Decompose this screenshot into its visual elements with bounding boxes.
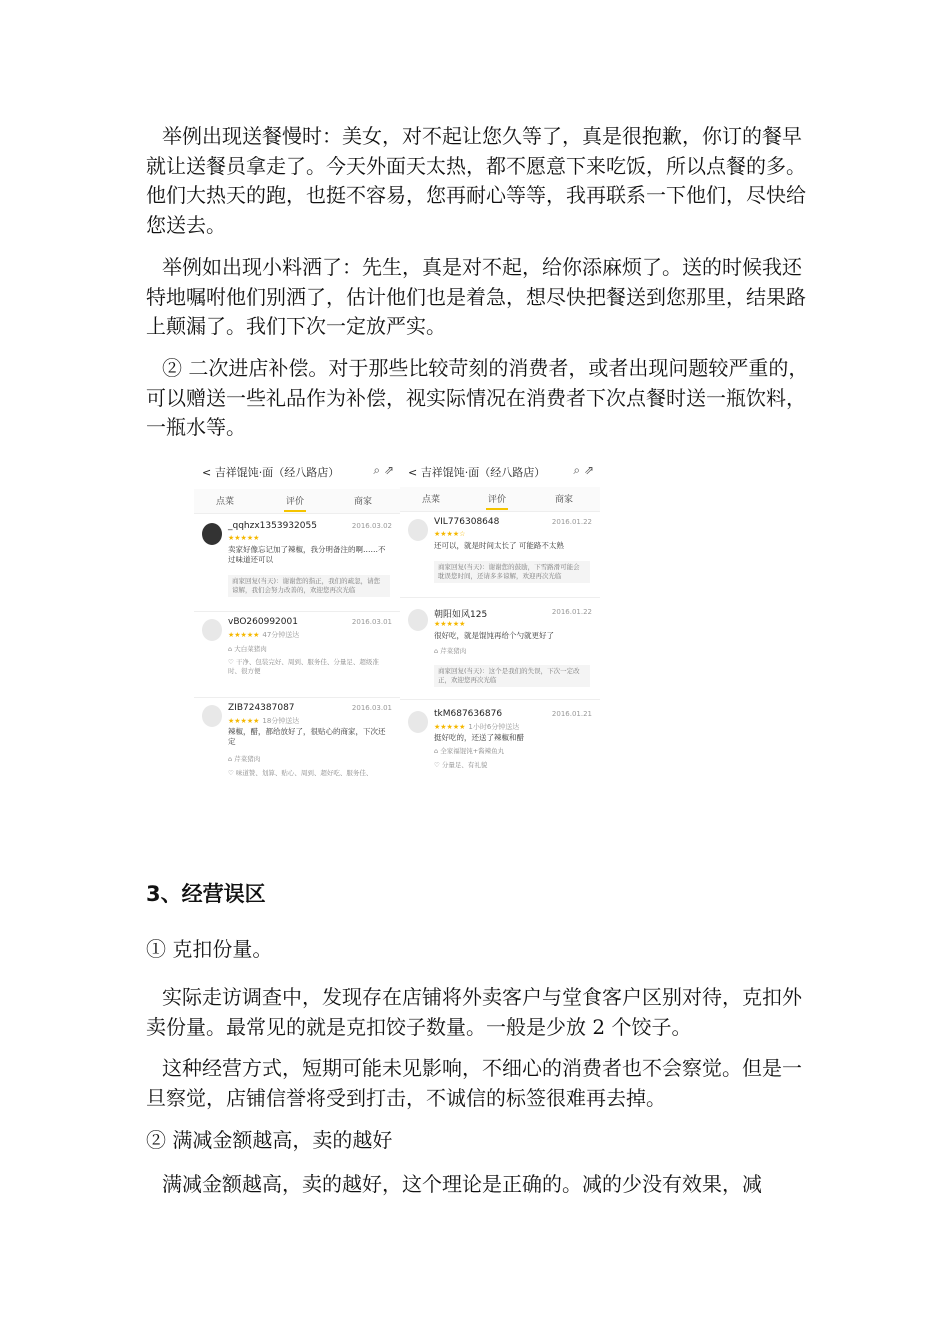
subheading-discount: ② 满减金额越高，卖的越好	[146, 1128, 393, 1152]
avatar	[202, 705, 222, 727]
review-username: VIL776308648	[434, 517, 500, 527]
rating-stars	[228, 534, 259, 542]
merchant-reply: 商家回复(当天)：谢谢您的指正，我们的疏忽，请您谅解，我们会努力改善的，欢迎您再次光临	[228, 575, 390, 597]
review-username: 朝阳如风125	[434, 610, 488, 620]
paragraph-portion-cutting: 实际走访调查中，发现存在店铺将外卖客户与堂食客户区别对待，克扣外卖份量。最常见的就是克扣饺子数量。一般是少放 2 个饺子。	[146, 985, 802, 1039]
delivery-time: 47分钟送达	[262, 631, 300, 639]
review-username: vBO260992001	[228, 617, 298, 627]
review-username: ZIB724387087	[228, 703, 295, 713]
review-item	[400, 705, 600, 787]
tab-reviews[interactable]: 评价	[488, 492, 506, 505]
store-title[interactable]: < 吉祥馄饨·面（经八路店）	[408, 466, 546, 479]
tab-bar	[400, 487, 600, 512]
review-tags: ♡ 干净、包装完好、周到、服务佳、分量足、超级准时、很方便	[228, 658, 379, 675]
tab-reviews[interactable]: 评价	[286, 494, 304, 507]
review-date: 2016.01.21	[551, 710, 592, 718]
subheading-portion: ① 克扣份量。	[146, 937, 273, 961]
review-tags: ♡ 分量足、有礼貌	[434, 761, 488, 769]
ordered-item: ⌂ 芹菜猪肉	[434, 647, 467, 655]
review-item	[194, 613, 400, 698]
avatar	[408, 609, 428, 631]
paragraph-spilled-toppings: 举例如出现小料洒了：先生，真是对不起，给你添麻烦了。送的时候我还特地嘱咐他们别洒了，估计他们也是着急，想尽快把餐送到您那里，结果路上颠漏了。我们下次一定放严实。	[146, 255, 806, 338]
review-screenshot-left	[194, 457, 400, 787]
review-text: 挺好吃的，还送了辣椒和醋	[434, 733, 524, 742]
review-text: 辣椒，醋，都给放好了，很贴心的商家，下次还定	[228, 727, 386, 746]
review-item	[400, 603, 600, 700]
review-item	[194, 699, 400, 787]
review-screenshot-right	[400, 457, 600, 787]
review-date: 2016.03.02	[351, 522, 392, 530]
review-text: 很好吃，就是馄饨再给个勺就更好了	[434, 631, 554, 640]
review-date: 2016.01.22	[551, 608, 592, 616]
review-date: 2016.03.01	[351, 704, 392, 712]
rating-stars	[228, 716, 299, 726]
tab-menu[interactable]: 点菜	[422, 495, 441, 505]
review-date: 2016.01.22	[551, 518, 592, 526]
merchant-reply: 商家回复(当天)：谢谢您的鼓励，下雪路滑可能会耽误您时间，还请多多谅解，欢迎再次光临	[434, 561, 590, 583]
search-share-icon[interactable]: ⌕ ⇗	[573, 463, 594, 477]
review-text: 还可以，就是时间太长了 可能路不太熟	[434, 541, 564, 550]
review-item	[194, 517, 400, 612]
tab-bar	[194, 489, 400, 514]
avatar	[202, 619, 222, 641]
rating-stars	[434, 530, 465, 538]
rating-stars	[434, 722, 519, 732]
ordered-item: ⌂ 大白菜猪肉	[228, 645, 267, 653]
search-share-icon[interactable]: ⌕ ⇗	[373, 463, 394, 477]
star-icons: ★★★★★	[228, 534, 260, 542]
rating-stars	[228, 630, 299, 640]
review-username: tkM687636876	[434, 709, 503, 719]
review-text: 卖家好像忘记加了辣椒，我分明备注的啊……不过味道还可以	[228, 545, 386, 564]
tab-merchant[interactable]: 商家	[555, 495, 574, 505]
paragraph-short-term: 这种经营方式，短期可能未见影响，不细心的消费者也不会察觉。但是一旦察觉，店铺信誉将受到打击，不诚信的标签很难再去掉。	[146, 1056, 802, 1110]
delivery-time: 1小时6分钟送达	[468, 723, 520, 731]
app-header	[194, 457, 400, 487]
tab-menu[interactable]: 点菜	[216, 497, 235, 507]
merchant-reply: 商家回复(当天)：这个是我们的失误，下次一定改正，欢迎您再次光临	[434, 665, 590, 687]
store-title[interactable]: < 吉祥馄饨·面（经八路店）	[202, 466, 340, 479]
star-icons: ★★★★★	[434, 723, 466, 731]
ordered-item: ⌂ 芹菜猪肉	[228, 755, 261, 763]
review-item	[400, 513, 600, 598]
avatar	[408, 519, 428, 541]
review-tags: ♡ 味道赞、划算、贴心、周到、超好吃、服务佳、	[228, 769, 373, 777]
paragraph-slow-delivery: 举例出现送餐慢时：美女，对不起让您久等了，真是很抱歉，你订的餐早就让送餐员拿走了。今天外面天太热，都不愿意下来吃饭，所以点餐的多。他们大热天的跑，也挺不容易，您再耐心等等，我再联系一下他们，尽快给您送去。	[146, 124, 806, 237]
app-header	[400, 457, 600, 487]
avatar	[408, 711, 428, 733]
star-icons: ★★★★★	[228, 717, 260, 725]
section-heading: 3、经营误区	[146, 882, 266, 906]
star-icons: ★★★★★	[434, 620, 466, 628]
delivery-time: 18分钟送达	[262, 717, 300, 725]
review-username: _qqhzx1353932055	[228, 521, 317, 531]
ordered-item: ⌂ 全家福馄饨+酱辣鱼丸	[434, 747, 505, 755]
review-date: 2016.03.01	[351, 618, 392, 626]
rating-stars	[434, 620, 465, 628]
tab-merchant[interactable]: 商家	[354, 497, 373, 507]
paragraph-compensation: ② 二次进店补偿。对于那些比较苛刻的消费者，或者出现问题较严重的，可以赠送一些礼品作为补偿，视实际情况在消费者下次点餐时送一瓶饮料，一瓶水等。	[146, 356, 809, 439]
paragraph-discount: 满减金额越高，卖的越好，这个理论是正确的。减的少没有效果，减	[162, 1172, 762, 1196]
avatar	[202, 523, 222, 545]
star-icons: ★★★★★	[228, 631, 260, 639]
star-icons: ★★★★☆	[434, 530, 466, 538]
